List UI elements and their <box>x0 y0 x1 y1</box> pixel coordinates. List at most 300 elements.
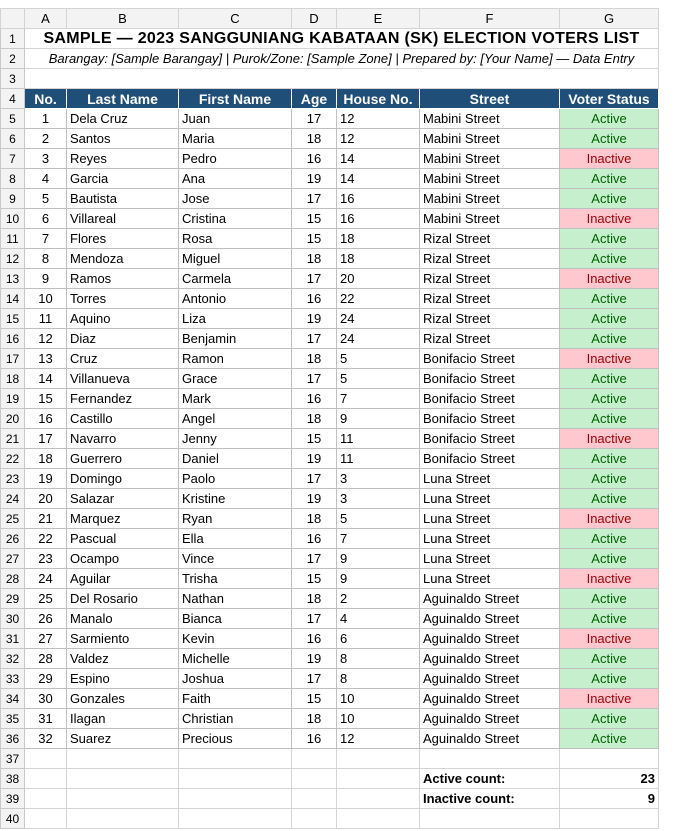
cell-first-name[interactable]: Maria <box>179 129 292 149</box>
empty-cell[interactable] <box>292 749 337 769</box>
cell-last-name[interactable]: Aquino <box>67 309 179 329</box>
cell-age[interactable]: 15 <box>292 569 337 589</box>
cell-first-name[interactable]: Jenny <box>179 429 292 449</box>
cell-street[interactable]: Luna Street <box>420 529 560 549</box>
cell-street[interactable]: Bonifacio Street <box>420 409 560 429</box>
cell-age[interactable]: 19 <box>292 309 337 329</box>
row-header[interactable]: 31 <box>1 629 25 649</box>
cell-first-name[interactable]: Grace <box>179 369 292 389</box>
cell-voter-status[interactable]: Active <box>560 309 659 329</box>
cell-house-no[interactable]: 7 <box>337 529 420 549</box>
row-header[interactable]: 10 <box>1 209 25 229</box>
cell-no[interactable]: 10 <box>25 289 67 309</box>
cell-house-no[interactable]: 12 <box>337 129 420 149</box>
cell-last-name[interactable]: Castillo <box>67 409 179 429</box>
cell-age[interactable]: 15 <box>292 229 337 249</box>
cell-age[interactable]: 16 <box>292 529 337 549</box>
summary-value[interactable]: 9 <box>560 789 659 809</box>
cell-age[interactable]: 17 <box>292 329 337 349</box>
cell-street[interactable]: Rizal Street <box>420 329 560 349</box>
cell-house-no[interactable]: 14 <box>337 149 420 169</box>
cell-house-no[interactable]: 24 <box>337 329 420 349</box>
cell-street[interactable]: Luna Street <box>420 569 560 589</box>
cell-house-no[interactable]: 11 <box>337 449 420 469</box>
cell-no[interactable]: 9 <box>25 269 67 289</box>
cell-voter-status[interactable]: Inactive <box>560 269 659 289</box>
cell-age[interactable]: 17 <box>292 369 337 389</box>
cell-no[interactable]: 11 <box>25 309 67 329</box>
header-voter-status[interactable]: Voter Status <box>560 89 659 109</box>
cell-street[interactable]: Rizal Street <box>420 229 560 249</box>
cell-no[interactable]: 22 <box>25 529 67 549</box>
row-header[interactable]: 15 <box>1 309 25 329</box>
cell-street[interactable]: Mabini Street <box>420 129 560 149</box>
cell-last-name[interactable]: Ramos <box>67 269 179 289</box>
cell-house-no[interactable]: 4 <box>337 609 420 629</box>
cell-no[interactable]: 16 <box>25 409 67 429</box>
cell-no[interactable]: 14 <box>25 369 67 389</box>
header-last-name[interactable]: Last Name <box>67 89 179 109</box>
cell-first-name[interactable]: Daniel <box>179 449 292 469</box>
cell-last-name[interactable]: Sarmiento <box>67 629 179 649</box>
cell-voter-status[interactable]: Inactive <box>560 689 659 709</box>
cell-house-no[interactable]: 9 <box>337 569 420 589</box>
row-header[interactable]: 6 <box>1 129 25 149</box>
row-header[interactable]: 36 <box>1 729 25 749</box>
cell-street[interactable]: Mabini Street <box>420 149 560 169</box>
cell-last-name[interactable]: Villareal <box>67 209 179 229</box>
row-header[interactable]: 27 <box>1 549 25 569</box>
cell-house-no[interactable]: 22 <box>337 289 420 309</box>
cell-house-no[interactable]: 20 <box>337 269 420 289</box>
cell-street[interactable]: Aguinaldo Street <box>420 649 560 669</box>
cell-first-name[interactable]: Juan <box>179 109 292 129</box>
cell-last-name[interactable]: Santos <box>67 129 179 149</box>
cell-street[interactable]: Bonifacio Street <box>420 349 560 369</box>
cell-age[interactable]: 15 <box>292 209 337 229</box>
column-header[interactable]: F <box>420 9 560 29</box>
cell-street[interactable]: Rizal Street <box>420 309 560 329</box>
cell-first-name[interactable]: Paolo <box>179 469 292 489</box>
header-first-name[interactable]: First Name <box>179 89 292 109</box>
cell-no[interactable]: 4 <box>25 169 67 189</box>
cell-no[interactable]: 15 <box>25 389 67 409</box>
cell-voter-status[interactable]: Active <box>560 289 659 309</box>
cell-age[interactable]: 16 <box>292 149 337 169</box>
cell-age[interactable]: 19 <box>292 649 337 669</box>
cell-no[interactable]: 23 <box>25 549 67 569</box>
cell-voter-status[interactable]: Active <box>560 129 659 149</box>
column-header[interactable]: C <box>179 9 292 29</box>
column-header[interactable]: G <box>560 9 659 29</box>
row-header[interactable]: 12 <box>1 249 25 269</box>
cell-last-name[interactable]: Pascual <box>67 529 179 549</box>
cell-first-name[interactable]: Michelle <box>179 649 292 669</box>
cell-last-name[interactable]: Valdez <box>67 649 179 669</box>
cell-first-name[interactable]: Bianca <box>179 609 292 629</box>
row-header[interactable]: 8 <box>1 169 25 189</box>
cell-first-name[interactable]: Joshua <box>179 669 292 689</box>
cell-house-no[interactable]: 9 <box>337 409 420 429</box>
column-header[interactable]: E <box>337 9 420 29</box>
cell-last-name[interactable]: Fernandez <box>67 389 179 409</box>
cell-age[interactable]: 16 <box>292 629 337 649</box>
cell-street[interactable]: Aguinaldo Street <box>420 589 560 609</box>
sheet-title[interactable]: SAMPLE — 2023 SANGGUNIANG KABATAAN (SK) ELECTION VOTERS LIST <box>25 29 659 49</box>
header-house-no[interactable]: House No. <box>337 89 420 109</box>
cell-voter-status[interactable]: Active <box>560 329 659 349</box>
cell-house-no[interactable]: 24 <box>337 309 420 329</box>
row-header[interactable]: 17 <box>1 349 25 369</box>
cell-age[interactable]: 15 <box>292 689 337 709</box>
cell-last-name[interactable]: Villanueva <box>67 369 179 389</box>
cell-house-no[interactable]: 5 <box>337 349 420 369</box>
column-header[interactable]: B <box>67 9 179 29</box>
column-header[interactable]: D <box>292 9 337 29</box>
cell-voter-status[interactable]: Inactive <box>560 429 659 449</box>
cell-voter-status[interactable]: Active <box>560 389 659 409</box>
cell-voter-status[interactable]: Active <box>560 589 659 609</box>
cell-last-name[interactable]: Espino <box>67 669 179 689</box>
cell-last-name[interactable]: Torres <box>67 289 179 309</box>
cell-street[interactable]: Luna Street <box>420 549 560 569</box>
cell-house-no[interactable]: 9 <box>337 549 420 569</box>
cell-first-name[interactable]: Nathan <box>179 589 292 609</box>
cell-voter-status[interactable]: Active <box>560 369 659 389</box>
cell-no[interactable]: 18 <box>25 449 67 469</box>
empty-cell[interactable] <box>67 769 179 789</box>
cell-age[interactable]: 18 <box>292 509 337 529</box>
cell-no[interactable]: 8 <box>25 249 67 269</box>
cell-first-name[interactable]: Rosa <box>179 229 292 249</box>
cell-last-name[interactable]: Dela Cruz <box>67 109 179 129</box>
cell-last-name[interactable]: Navarro <box>67 429 179 449</box>
cell-age[interactable]: 19 <box>292 489 337 509</box>
cell-first-name[interactable]: Antonio <box>179 289 292 309</box>
cell-street[interactable]: Bonifacio Street <box>420 369 560 389</box>
row-header[interactable]: 40 <box>1 809 25 829</box>
row-header[interactable]: 26 <box>1 529 25 549</box>
cell-age[interactable]: 17 <box>292 669 337 689</box>
cell-voter-status[interactable]: Inactive <box>560 509 659 529</box>
cell-house-no[interactable]: 11 <box>337 429 420 449</box>
cell-street[interactable]: Bonifacio Street <box>420 449 560 469</box>
select-all-corner[interactable] <box>1 9 25 29</box>
cell-first-name[interactable]: Liza <box>179 309 292 329</box>
cell-house-no[interactable]: 3 <box>337 489 420 509</box>
cell-age[interactable]: 18 <box>292 129 337 149</box>
cell-age[interactable]: 17 <box>292 269 337 289</box>
empty-cell[interactable] <box>420 809 560 829</box>
cell-no[interactable]: 7 <box>25 229 67 249</box>
cell-house-no[interactable]: 18 <box>337 249 420 269</box>
cell-voter-status[interactable]: Active <box>560 169 659 189</box>
row-header[interactable]: 28 <box>1 569 25 589</box>
row-header[interactable]: 30 <box>1 609 25 629</box>
cell-first-name[interactable]: Ramon <box>179 349 292 369</box>
column-header[interactable]: A <box>25 9 67 29</box>
cell-street[interactable]: Aguinaldo Street <box>420 729 560 749</box>
row-header[interactable]: 21 <box>1 429 25 449</box>
empty-cell[interactable] <box>179 769 292 789</box>
row-header[interactable]: 24 <box>1 489 25 509</box>
row-header[interactable]: 33 <box>1 669 25 689</box>
cell-first-name[interactable]: Jose <box>179 189 292 209</box>
cell-no[interactable]: 31 <box>25 709 67 729</box>
cell-first-name[interactable]: Pedro <box>179 149 292 169</box>
cell-age[interactable]: 17 <box>292 549 337 569</box>
cell-last-name[interactable]: Ilagan <box>67 709 179 729</box>
cell-first-name[interactable]: Ryan <box>179 509 292 529</box>
cell-street[interactable]: Luna Street <box>420 489 560 509</box>
cell-street[interactable]: Luna Street <box>420 509 560 529</box>
empty-cell[interactable] <box>25 809 67 829</box>
cell-house-no[interactable]: 3 <box>337 469 420 489</box>
cell-no[interactable]: 6 <box>25 209 67 229</box>
cell-street[interactable]: Bonifacio Street <box>420 389 560 409</box>
cell-street[interactable]: Luna Street <box>420 469 560 489</box>
cell-street[interactable]: Aguinaldo Street <box>420 629 560 649</box>
row-header[interactable]: 29 <box>1 589 25 609</box>
cell-last-name[interactable]: Domingo <box>67 469 179 489</box>
cell-last-name[interactable]: Bautista <box>67 189 179 209</box>
empty-cell[interactable] <box>560 809 659 829</box>
empty-cell[interactable] <box>179 789 292 809</box>
empty-cell[interactable] <box>337 749 420 769</box>
cell-house-no[interactable]: 6 <box>337 629 420 649</box>
empty-cell[interactable] <box>67 789 179 809</box>
cell-no[interactable]: 27 <box>25 629 67 649</box>
cell-first-name[interactable]: Kristine <box>179 489 292 509</box>
cell-street[interactable]: Mabini Street <box>420 189 560 209</box>
cell-no[interactable]: 24 <box>25 569 67 589</box>
cell-last-name[interactable]: Ocampo <box>67 549 179 569</box>
row-header[interactable]: 25 <box>1 509 25 529</box>
cell-no[interactable]: 2 <box>25 129 67 149</box>
cell-house-no[interactable]: 14 <box>337 169 420 189</box>
cell-first-name[interactable]: Miguel <box>179 249 292 269</box>
row-header[interactable]: 38 <box>1 769 25 789</box>
cell-age[interactable]: 16 <box>292 729 337 749</box>
cell-voter-status[interactable]: Active <box>560 729 659 749</box>
header-no[interactable]: No. <box>25 89 67 109</box>
cell-voter-status[interactable]: Active <box>560 609 659 629</box>
cell-last-name[interactable]: Mendoza <box>67 249 179 269</box>
cell-house-no[interactable]: 8 <box>337 649 420 669</box>
row-header[interactable]: 34 <box>1 689 25 709</box>
row-header[interactable]: 2 <box>1 49 25 69</box>
cell-last-name[interactable]: Aguilar <box>67 569 179 589</box>
cell-age[interactable]: 18 <box>292 249 337 269</box>
cell-first-name[interactable]: Vince <box>179 549 292 569</box>
cell-voter-status[interactable]: Active <box>560 649 659 669</box>
empty-cell[interactable] <box>25 749 67 769</box>
header-age[interactable]: Age <box>292 89 337 109</box>
cell-voter-status[interactable]: Active <box>560 489 659 509</box>
row-header[interactable]: 13 <box>1 269 25 289</box>
cell-first-name[interactable]: Angel <box>179 409 292 429</box>
cell-last-name[interactable]: Salazar <box>67 489 179 509</box>
cell-voter-status[interactable]: Active <box>560 549 659 569</box>
cell-street[interactable]: Aguinaldo Street <box>420 709 560 729</box>
cell-last-name[interactable]: Reyes <box>67 149 179 169</box>
cell-voter-status[interactable]: Inactive <box>560 209 659 229</box>
cell-first-name[interactable]: Precious <box>179 729 292 749</box>
cell-voter-status[interactable]: Active <box>560 229 659 249</box>
cell-no[interactable]: 29 <box>25 669 67 689</box>
cell-no[interactable]: 32 <box>25 729 67 749</box>
cell-house-no[interactable]: 5 <box>337 369 420 389</box>
cell-first-name[interactable]: Ana <box>179 169 292 189</box>
cell-house-no[interactable]: 16 <box>337 189 420 209</box>
row-header[interactable]: 20 <box>1 409 25 429</box>
cell-street[interactable]: Aguinaldo Street <box>420 669 560 689</box>
cell-age[interactable]: 18 <box>292 709 337 729</box>
cell-age[interactable]: 18 <box>292 409 337 429</box>
row-header[interactable]: 37 <box>1 749 25 769</box>
cell-street[interactable]: Rizal Street <box>420 249 560 269</box>
cell-first-name[interactable]: Mark <box>179 389 292 409</box>
empty-cell[interactable] <box>292 789 337 809</box>
cell-street[interactable]: Mabini Street <box>420 169 560 189</box>
sheet-subtitle[interactable]: Barangay: [Sample Barangay] | Purok/Zone: [Sample Zone] | Prepared by: [Your Name] — Data Entry <box>25 49 659 69</box>
empty-cell[interactable] <box>25 789 67 809</box>
row-header[interactable]: 5 <box>1 109 25 129</box>
cell-no[interactable]: 17 <box>25 429 67 449</box>
cell-no[interactable]: 13 <box>25 349 67 369</box>
cell-house-no[interactable]: 10 <box>337 689 420 709</box>
row-header[interactable]: 18 <box>1 369 25 389</box>
cell-street[interactable]: Rizal Street <box>420 289 560 309</box>
cell-house-no[interactable]: 18 <box>337 229 420 249</box>
cell-age[interactable]: 18 <box>292 589 337 609</box>
empty-cell[interactable] <box>179 749 292 769</box>
header-street[interactable]: Street <box>420 89 560 109</box>
cell-last-name[interactable]: Cruz <box>67 349 179 369</box>
cell-voter-status[interactable]: Active <box>560 109 659 129</box>
cell-voter-status[interactable]: Active <box>560 469 659 489</box>
cell-no[interactable]: 1 <box>25 109 67 129</box>
cell-last-name[interactable]: Guerrero <box>67 449 179 469</box>
cell-house-no[interactable]: 2 <box>337 589 420 609</box>
cell-no[interactable]: 12 <box>25 329 67 349</box>
cell-voter-status[interactable]: Active <box>560 709 659 729</box>
cell-no[interactable]: 5 <box>25 189 67 209</box>
cell-first-name[interactable]: Trisha <box>179 569 292 589</box>
cell-first-name[interactable]: Benjamin <box>179 329 292 349</box>
cell-age[interactable]: 15 <box>292 429 337 449</box>
empty-cell[interactable] <box>25 69 659 89</box>
cell-first-name[interactable]: Carmela <box>179 269 292 289</box>
cell-age[interactable]: 17 <box>292 609 337 629</box>
cell-voter-status[interactable]: Inactive <box>560 149 659 169</box>
cell-house-no[interactable]: 7 <box>337 389 420 409</box>
cell-first-name[interactable]: Cristina <box>179 209 292 229</box>
cell-age[interactable]: 17 <box>292 469 337 489</box>
empty-cell[interactable] <box>25 769 67 789</box>
cell-street[interactable]: Bonifacio Street <box>420 429 560 449</box>
row-header[interactable]: 35 <box>1 709 25 729</box>
row-header[interactable]: 22 <box>1 449 25 469</box>
cell-age[interactable]: 17 <box>292 189 337 209</box>
cell-first-name[interactable]: Kevin <box>179 629 292 649</box>
cell-street[interactable]: Mabini Street <box>420 209 560 229</box>
cell-voter-status[interactable]: Active <box>560 529 659 549</box>
empty-cell[interactable] <box>337 809 420 829</box>
cell-house-no[interactable]: 5 <box>337 509 420 529</box>
cell-age[interactable]: 19 <box>292 449 337 469</box>
row-header[interactable]: 9 <box>1 189 25 209</box>
summary-value[interactable]: 23 <box>560 769 659 789</box>
empty-cell[interactable] <box>292 769 337 789</box>
empty-cell[interactable] <box>560 749 659 769</box>
cell-last-name[interactable]: Manalo <box>67 609 179 629</box>
cell-voter-status[interactable]: Active <box>560 669 659 689</box>
empty-cell[interactable] <box>67 809 179 829</box>
row-header[interactable]: 39 <box>1 789 25 809</box>
row-header[interactable]: 14 <box>1 289 25 309</box>
cell-house-no[interactable]: 12 <box>337 109 420 129</box>
empty-cell[interactable] <box>337 769 420 789</box>
cell-voter-status[interactable]: Active <box>560 249 659 269</box>
row-header[interactable]: 19 <box>1 389 25 409</box>
cell-first-name[interactable]: Faith <box>179 689 292 709</box>
cell-no[interactable]: 25 <box>25 589 67 609</box>
row-header[interactable]: 3 <box>1 69 25 89</box>
cell-age[interactable]: 16 <box>292 389 337 409</box>
empty-cell[interactable] <box>292 809 337 829</box>
cell-last-name[interactable]: Gonzales <box>67 689 179 709</box>
row-header[interactable]: 4 <box>1 89 25 109</box>
cell-street[interactable]: Rizal Street <box>420 269 560 289</box>
cell-voter-status[interactable]: Active <box>560 409 659 429</box>
cell-first-name[interactable]: Christian <box>179 709 292 729</box>
empty-cell[interactable] <box>67 749 179 769</box>
row-header[interactable]: 11 <box>1 229 25 249</box>
cell-voter-status[interactable]: Inactive <box>560 569 659 589</box>
cell-age[interactable]: 16 <box>292 289 337 309</box>
cell-no[interactable]: 26 <box>25 609 67 629</box>
cell-house-no[interactable]: 10 <box>337 709 420 729</box>
row-header[interactable]: 7 <box>1 149 25 169</box>
cell-voter-status[interactable]: Inactive <box>560 629 659 649</box>
cell-no[interactable]: 30 <box>25 689 67 709</box>
cell-last-name[interactable]: Diaz <box>67 329 179 349</box>
cell-age[interactable]: 17 <box>292 109 337 129</box>
cell-no[interactable]: 3 <box>25 149 67 169</box>
cell-no[interactable]: 28 <box>25 649 67 669</box>
cell-street[interactable]: Aguinaldo Street <box>420 609 560 629</box>
cell-first-name[interactable]: Ella <box>179 529 292 549</box>
summary-label[interactable]: Active count: <box>420 769 560 789</box>
cell-last-name[interactable]: Garcia <box>67 169 179 189</box>
empty-cell[interactable] <box>420 749 560 769</box>
cell-house-no[interactable]: 12 <box>337 729 420 749</box>
cell-street[interactable]: Aguinaldo Street <box>420 689 560 709</box>
row-header[interactable]: 1 <box>1 29 25 49</box>
cell-last-name[interactable]: Suarez <box>67 729 179 749</box>
row-header[interactable]: 23 <box>1 469 25 489</box>
row-header[interactable]: 16 <box>1 329 25 349</box>
empty-cell[interactable] <box>179 809 292 829</box>
cell-house-no[interactable]: 16 <box>337 209 420 229</box>
cell-age[interactable]: 19 <box>292 169 337 189</box>
cell-age[interactable]: 18 <box>292 349 337 369</box>
cell-no[interactable]: 21 <box>25 509 67 529</box>
cell-last-name[interactable]: Marquez <box>67 509 179 529</box>
cell-voter-status[interactable]: Inactive <box>560 349 659 369</box>
cell-last-name[interactable]: Del Rosario <box>67 589 179 609</box>
